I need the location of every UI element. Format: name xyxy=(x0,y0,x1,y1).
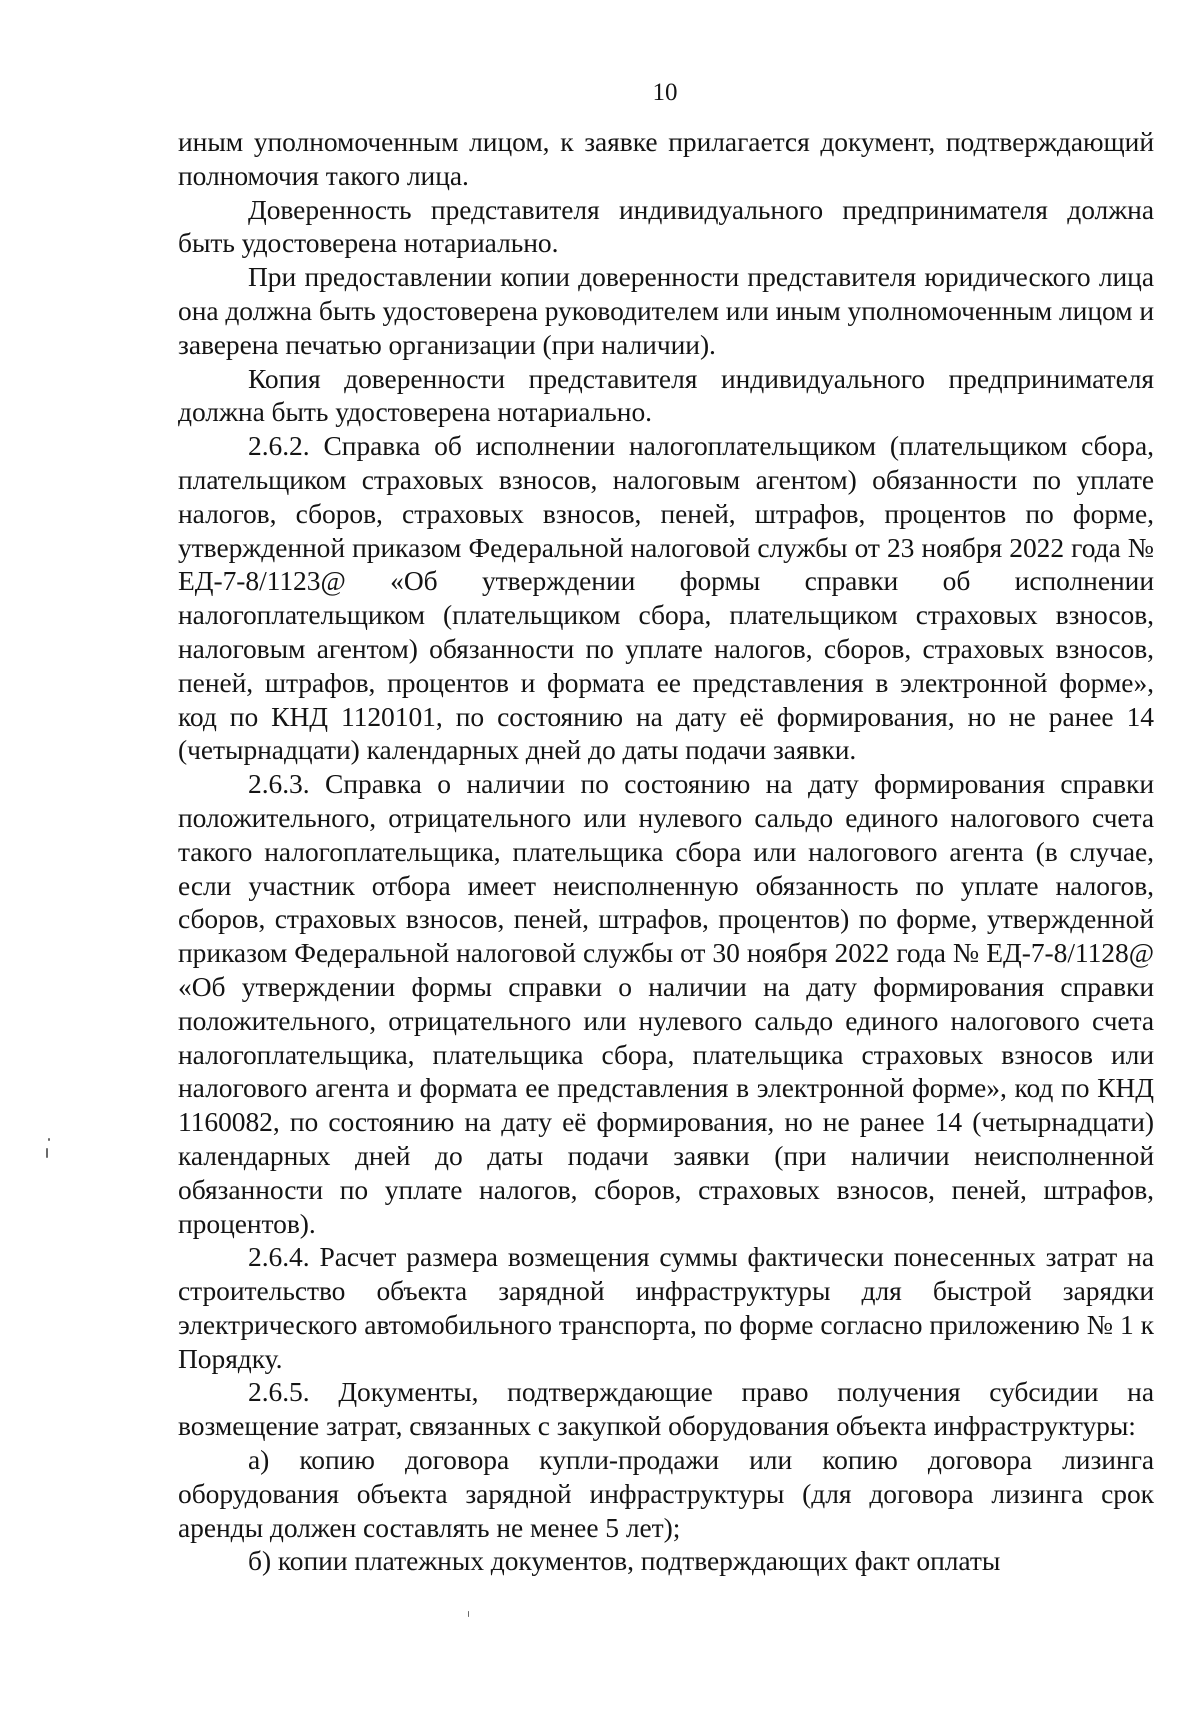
paragraph-item-b: б) копии платежных документов, подтверждающих факт оплаты xyxy=(248,1545,1001,1577)
paragraph-ip-copy: Копия доверенности представителя индивидуального предпринимателя должна быть удостоверена нотариально. xyxy=(178,362,1154,428)
page-number: 10 xyxy=(652,79,678,106)
paragraph-ip-power-of-attorney: Доверенность представителя индивидуального предпринимателя должна быть удостоверена нотариально. xyxy=(178,193,1154,259)
paragraph-2-6-3: 2.6.3. Справка о наличии по состоянию на дату формирования справки положительного, отрицательного или нулевого сальдо единого налогового счета такого налогоплательщика, плательщика сбора или налогового агента (в случае, если участник отбора имеет неисполненную обязанность по уплате налогов, сборов, страховых взносов, пеней, штрафов, процентов) по форме, утвержденной приказом Федеральной налоговой службы от 30 ноября 2022 года № ЕД-7-8/1128@ «Об утверждении формы справки о наличии на дату формирования справки положительного, отрицательного или нулевого сальдо единого налогового счета налогоплательщика, плательщика сбора, плательщика страховых взносов или налогового агента и формата ее представления в электронной форме», код по КНД 1160082, по состоянию на дату её формирования, но не ранее 14 (четырнадцати) календарных дней до даты подачи заявки (при наличии неисполненной обязанности по уплате налогов, сборов, страховых взносов, пеней, штрафов, процентов). xyxy=(178,768,1154,1239)
paragraph-2-6-2: 2.6.2. Справка об исполнении налогоплательщиком (плательщиком сбора, плательщиком страховых взносов, налоговым агентом) обязанности по уплате налогов, сборов, страховых взносов, пеней, штрафов, процентов по форме, утвержденной приказом Федеральной налоговой службы от 23 ноября 2022 года № ЕД-7-8/1123@ «Об утверждении формы справки об исполнении налогоплательщиком (плательщиком сбора, плательщиком страховых взносов, налоговым агентом) обязанности по уплате налогов, сборов, страховых взносов, пеней, штрафов, процентов и формата ее представления в электронной форме», код по КНД 1120101, по состоянию на дату её формирования, но не ранее 14 (четырнадцати) календарных дней до даты подачи заявки. xyxy=(178,430,1154,766)
document-body xyxy=(178,125,1154,1578)
scan-speck xyxy=(48,1138,50,1141)
paragraph-2-6-4: 2.6.4. Расчет размера возмещения суммы фактически понесенных затрат на строительство объекта зарядной инфраструктуры для быстрой зарядки электрического автомобильного транспорта, по форме согласно приложению № 1 к Порядку. xyxy=(178,1241,1154,1374)
paragraph-legal-entity-copy: При предоставлении копии доверенности представителя юридического лица она должна быть удостоверена руководителем или иным уполномоченным лицом и заверена печатью организации (при наличии). xyxy=(178,261,1155,360)
paragraph-item-a: а) копию договора купли-продажи или копию договора лизинга оборудования объекта зарядной инфраструктуры (для договора лизинга срок аренды должен составлять не менее 5 лет); xyxy=(178,1444,1154,1543)
paragraph-2-6-5: 2.6.5. Документы, подтверждающие право получения субсидии на возмещение затрат, связанных с закупкой оборудования объекта инфраструктуры: xyxy=(178,1376,1154,1442)
scan-speck xyxy=(468,1611,469,1617)
scan-speck xyxy=(46,1148,48,1158)
paragraph-continuation: иным уполномоченным лицом, к заявке прилагается документ, подтверждающий полномочия такого лица. xyxy=(178,126,1154,191)
